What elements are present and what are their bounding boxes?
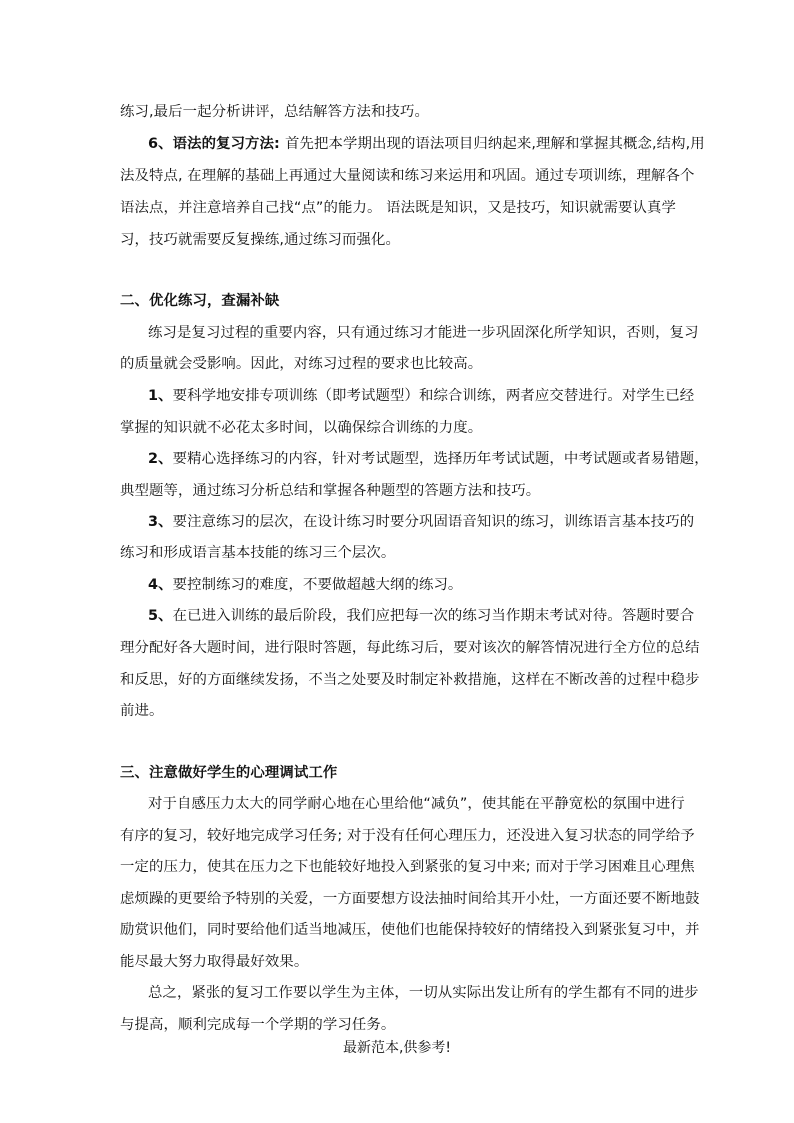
item-text: 要注意练习的层次，在设计练习时要分巩固语音知识的练习，训练语言基本技巧的 (172, 514, 695, 530)
paragraph-line: 练习和形成语言基本技能的练习三个层次。 (120, 545, 396, 561)
paragraph-line (148, 134, 705, 154)
paragraph-line: 理分配好各大题时间，进行限时答题，每此练习后，要对该次的解答情况进行全方位的总结 (120, 640, 700, 656)
paragraph-line: 与提高，顺利完成每一个学期的学习任务。 (120, 1017, 396, 1033)
paragraph-line: 习，技巧就需要反复操练,通过练习而强化。 (120, 232, 400, 248)
section-heading: 三、注意做好学生的心理调试工作 (120, 765, 338, 781)
paragraph-line: 能尽最大努力取得最好效果。 (120, 954, 309, 970)
item-text: 要精心选择练习的内容，针对考试题型，选择历年考试试题，中考试题或者易错题， (172, 451, 709, 467)
list-item (148, 386, 695, 406)
paragraph-line: 励赏识他们，同时要给他们适当地减压，使他们也能保持较好的情绪投入到紧张复习中，并 (120, 922, 700, 938)
list-item (148, 575, 680, 595)
paragraph-line: 一定的压力，使其在压力之下也能较好地投入到紧张的复习中来; 而对于学习困难且心理焦 (120, 859, 695, 875)
item-text: 首先把本学期出现的语法项目归纳起来,理解和掌握其概念,结构,用 (285, 136, 705, 152)
page-footer: 最新范本,供参考! (342, 1040, 452, 1056)
paragraph-line: 前进。 (120, 703, 164, 719)
list-item (148, 606, 695, 626)
section-heading: 二、优化练习，查漏补缺 (120, 293, 280, 309)
list-item (148, 449, 709, 469)
paragraph-line: 总之，紧张的复习工作要以学生为主体，一切从实际出发让所有的学生都有不同的进步 (148, 985, 699, 1001)
item-number: 5、 (148, 608, 173, 624)
paragraph-line: 典型题等，通过练习分析总结和掌握各种题型的答题方法和技巧。 (120, 483, 541, 499)
paragraph-line: 掌握的知识就不必花太多时间，以确保综合训练的力度。 (120, 420, 483, 436)
item-text: 在已进入训练的最后阶段，我们应把每一次的练习当作期末考试对待。答题时要合 (172, 608, 695, 624)
paragraph-line: 有序的复习，较好地完成学习任务; 对于没有任何心理压力，还没进入复习状态的同学给予 (120, 828, 695, 844)
paragraph-line: 法及特点, 在理解的基础上再通过大量阅读和练习来运用和巩固。通过专项训练，理解各个 (120, 168, 695, 184)
list-item (148, 512, 695, 532)
item-number: 3、 (148, 514, 173, 530)
paragraph-line: 和反思，好的方面继续发扬，不当之处要及时制定补救措施，这样在不断改善的过程中稳步 (120, 672, 700, 688)
item-number: 2、 (148, 451, 173, 467)
paragraph-line: 练习,最后一起分析讲评，总结解答方法和技巧。 (120, 104, 429, 120)
paragraph-line: 的质量就会受影响。因此，对练习过程的要求也比较高。 (120, 356, 483, 372)
paragraph-line: 虑烦躁的更要给予特别的关爱，一方面要想方设法抽时间给其开小灶，一方面还要不断地鼓 (120, 891, 700, 907)
item-number: 4、 (148, 577, 173, 593)
item-text: 要控制练习的难度，不要做超越大纲的练习。 (172, 577, 463, 593)
item-number: 1、 (148, 388, 173, 404)
paragraph-line: 练习是复习过程的重要内容，只有通过练习才能进一步巩固深化所学知识，否则，复习 (148, 325, 699, 341)
paragraph-line: 语法点，并注意培养自己找“点”的能力。 语法既是知识，又是技巧，知识就需要认真学 (120, 200, 676, 216)
item-text: 要科学地安排专项训练（即考试题型）和综合训练，两者应交替进行。对学生已经 (172, 388, 695, 404)
item-number: 6、语法的复习方法: (148, 136, 286, 152)
paragraph-line: 对于自感压力太大的同学耐心地在心里给他“减负”，使其能在平静宽松的氛围中进行 (148, 796, 685, 812)
